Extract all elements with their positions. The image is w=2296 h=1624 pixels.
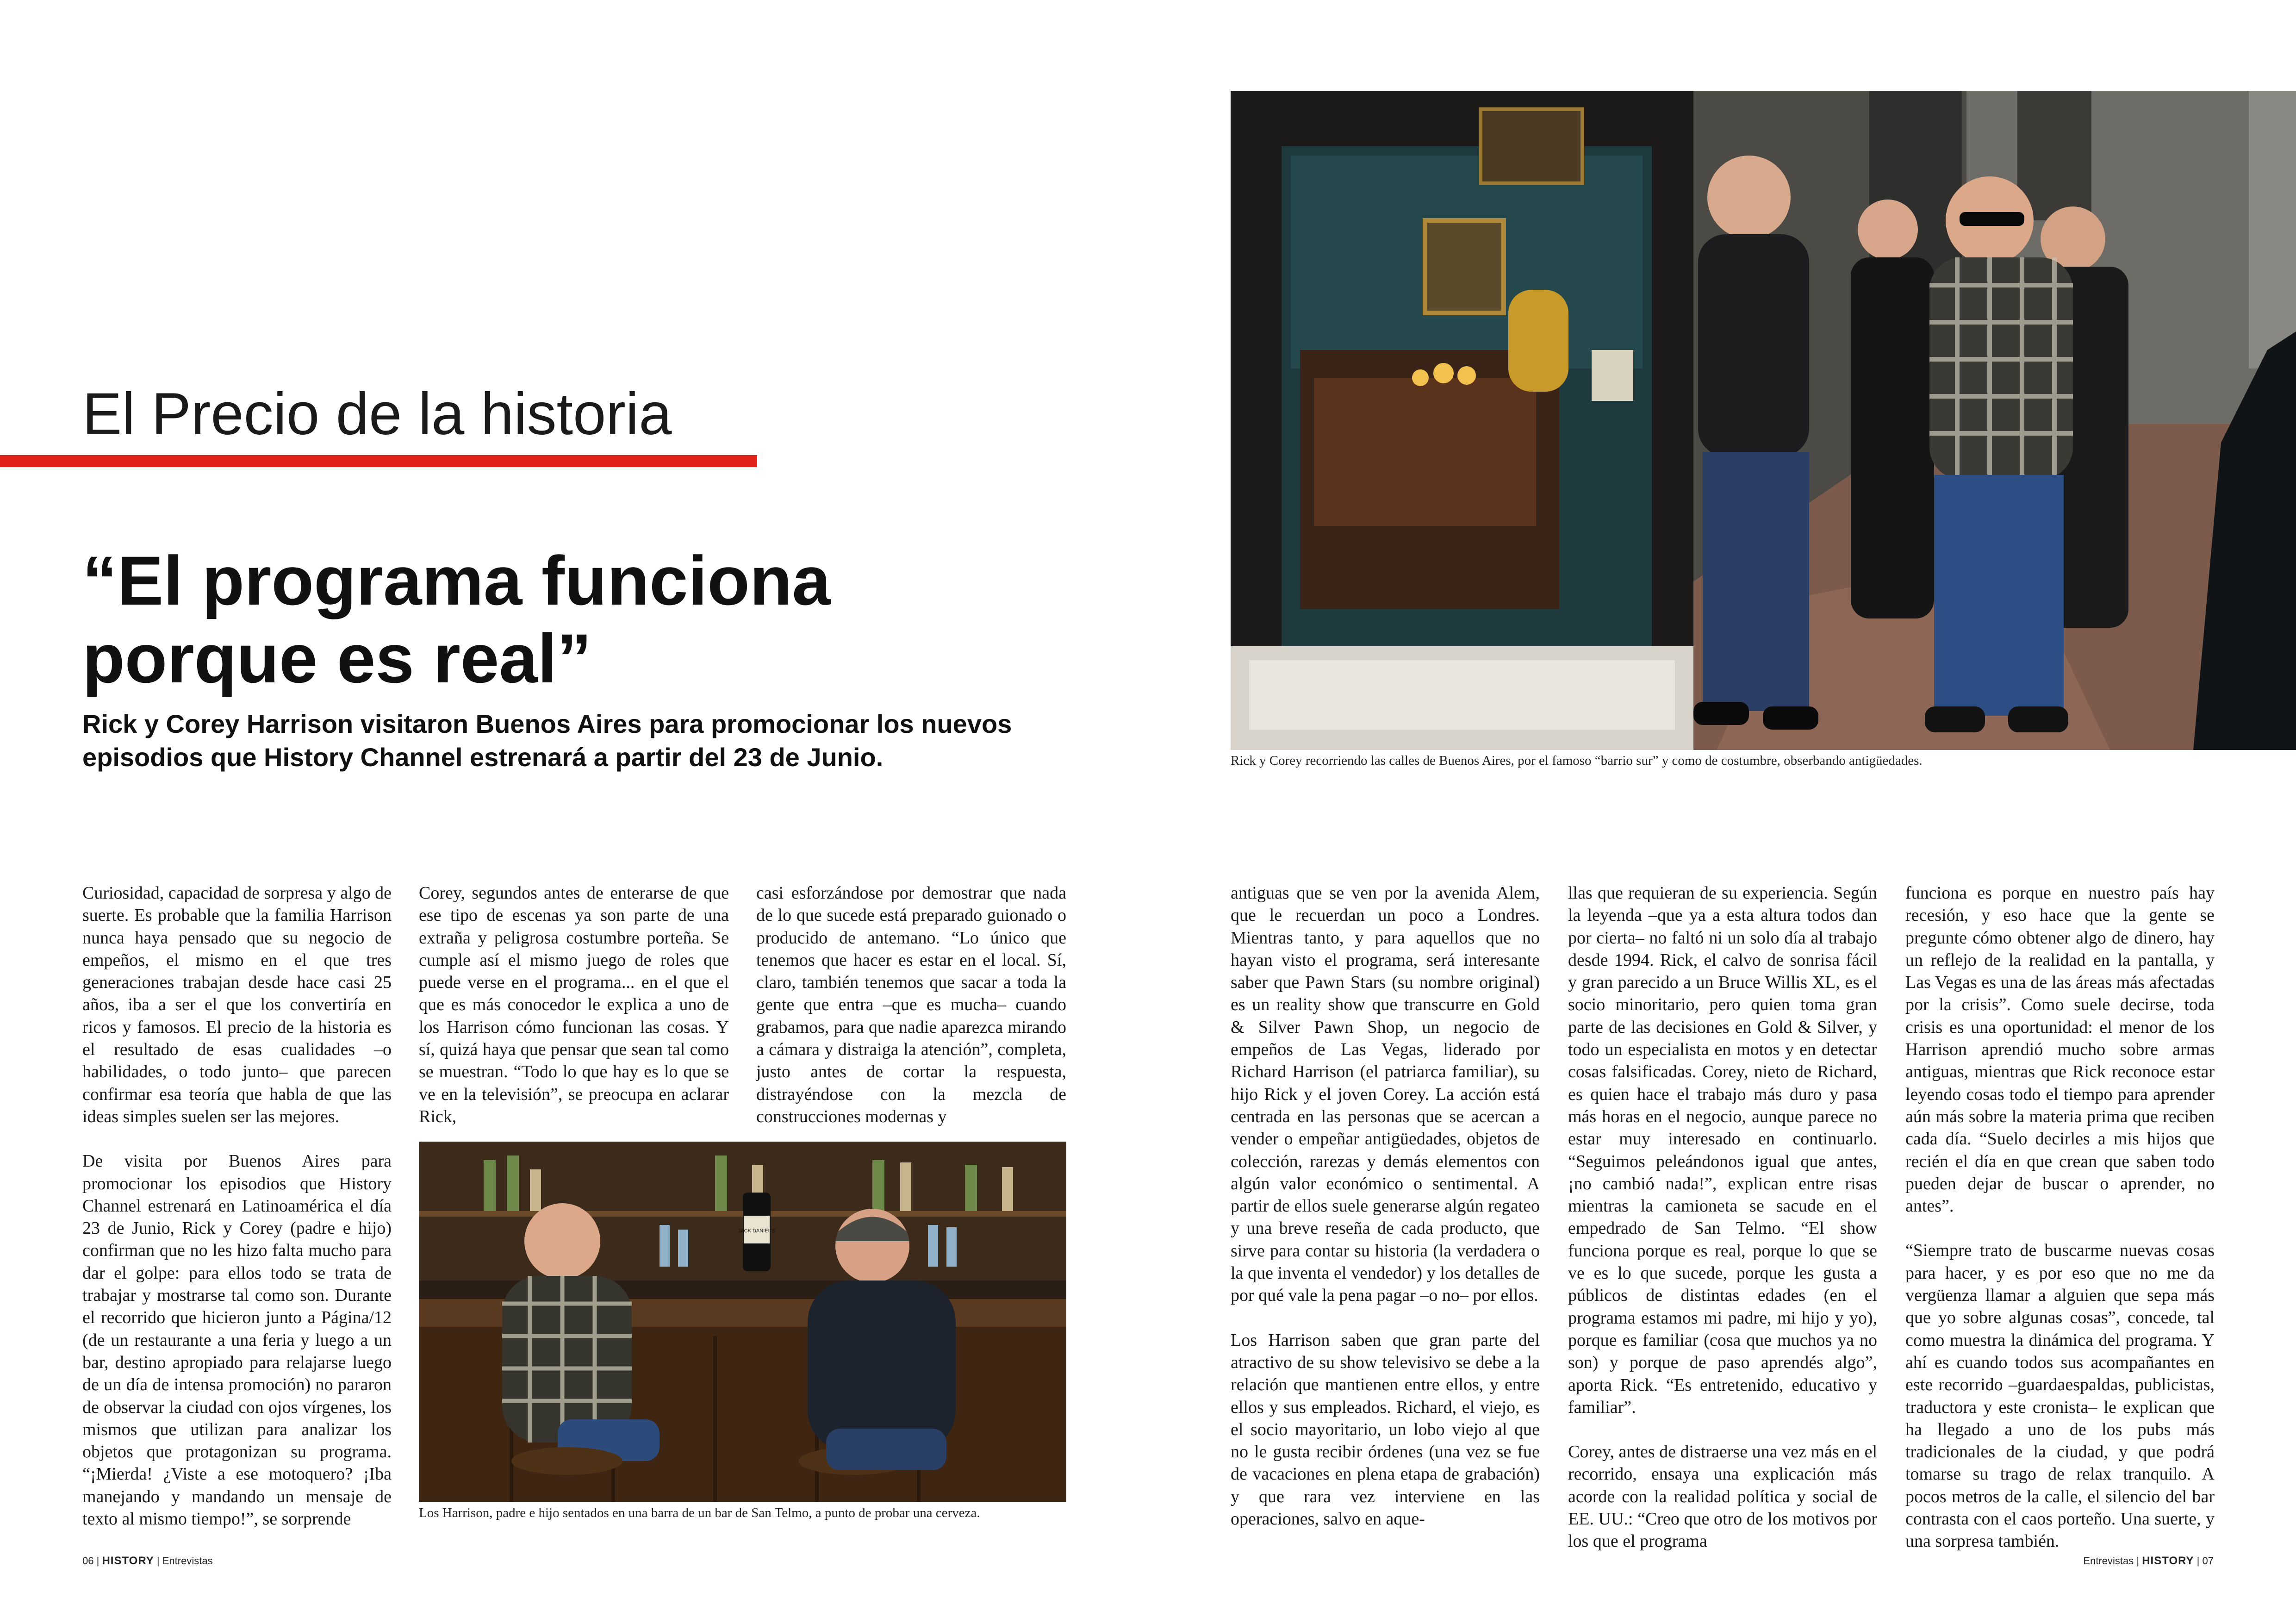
paragraph: funciona es porque en nuestro país hay recesión, y eso hace que la gente se pregunte cómo obtener algo de dinero, hay un reflejo de la realidad en la pantalla, y Las Vegas es una de las áreas más afectadas por la crisis”. Como suele decirse, toda crisis es una oportunidad: el menor de los Harrison aprendió mucho sobre armas antiguas, mientras que Rick reconoce estar leyendo cosas todo el tiempo para aprender aún más sobre la materia prima que reciben cada día. “Suelo decirles a mis hijos que recién el día en que crean que saben todo pueden dejar de buscar o aprender, no antes”.: [1905, 883, 2215, 1216]
page-number: 06: [82, 1555, 94, 1567]
section-name: Entrevistas: [162, 1555, 213, 1567]
street-photo: [1231, 91, 2296, 750]
street-photo-illustration: [1231, 91, 2296, 750]
paragraph: Corey, segundos antes de enterarse de que ese tipo de escenas ya son parte de una extraña y peligrosa costumbre porteña. Se cumple así el mismo juego de roles que puede verse en el programa... en el que el que es más conocedor le explica a uno de los Harrison cómo funcionan las cosas. Y sí, quizá haya que pensar que sean tal como se muestran. “Todo lo que hay es lo que se ve en la televisión”, se preocupa en aclarar Rick,: [419, 883, 729, 1126]
page-number: 07: [2202, 1555, 2214, 1567]
folio-left: 06 | HISTORY | Entrevistas: [82, 1555, 213, 1567]
column-1: [82, 882, 392, 1530]
section-name: Entrevistas: [2083, 1555, 2134, 1567]
paragraph: Corey, antes de distraerse una vez más en el recorrido, ensaya una explicación más acorde con la realidad política y social de EE. UU.: “Creo que otro de los motivos por los que el programa: [1568, 1442, 1877, 1551]
bar-photo-illustration: [419, 1142, 1066, 1502]
paragraph: De visita por Buenos Aires para promocionar los episodios que History Channel estrenará en Latinoamérica el día 23 de Junio, Rick y Corey (padre e hijo) confirman que no les hizo falta mucho para dar el golpe: para ellos todo se trata de trabajar y mostrarse tal como son. Durante el recorrido que hicieron junto a Página/12 (de un restaurante a una feria y luego a un bar, destino apropiado para relajarse luego de un día de intensa promoción) no pararon de observar la ciudad con ojos vírgenes, los mismos que utilizan para analizar los objetos que protagonizan su programa. “¡Mierda! ¿Viste a ese motoquero? ¡Iba manejando y mandando un mensaje de texto al mismo tiempo!”, se sorprende: [82, 1151, 392, 1529]
whiskey-bottle-label: JACK DANIEL'S: [738, 1228, 776, 1234]
headline-line-2: porque es real”: [82, 619, 592, 697]
subheadline: Rick y Corey Harrison visitaron Buenos Aires para promocionar los nuevos episodios que History Channel estrenará a partir del 23 de Junio.: [82, 709, 1012, 772]
column-5: [1568, 882, 1877, 1553]
street-photo-caption: Rick y Corey recorriendo las calles de Buenos Aires, por el famoso “barrio sur” y como de costumbre, obserbando antigüedades.: [1231, 753, 1923, 768]
section-title: El Precio de la historia: [82, 381, 672, 447]
folio-right: Entrevistas | HISTORY | 07: [2083, 1555, 2214, 1567]
column-6: [1905, 882, 2215, 1553]
column-4: [1231, 882, 1540, 1530]
paragraph: Los Harrison saben que gran parte del atractivo de su show televisivo se debe a la relación que mantienen entre ellos, y entre ellos y sus empleados. Richard, el viejo, es el socio mayoritario, un lobo viejo al que no le gusta recibir órdenes (una vez se fue de vacaciones en plena etapa de grabación) y que rara vez interviene en las operaciones, salvo en aque-: [1231, 1330, 1540, 1529]
brand-name: HISTORY: [102, 1555, 154, 1567]
paragraph: antiguas que se ven por la avenida Alem, que le recuerdan un poco a Londres. Mientras tanto, y para aquellos que no hayan visto el programa, será interesante saber que Pawn Stars (su nombre original) es un reality show que transcurre en Gold & Silver Pawn Shop, un negocio de empeños de Las Vegas, liderado por Richard Harrison (el patriarca familiar), su hijo Rick y el joven Corey. La acción está centrada en las personas que se acercan a vender o empeñar antigüedades, objetos de colección, rarezas y demás elementos con algún valor económico o sentimental. A partir de ellos suele generarse algún regateo y una breve reseña de cada producto, que sirve para contar su historia (la verdadera o la que inventa el vendedor) y los detalles de por qué vale la pena pagar –o no– por ellos.: [1231, 883, 1540, 1305]
headline: [82, 542, 1147, 697]
paragraph: llas que requieran de su experiencia. Según la leyenda –que ya a esta altura todos dan por cierta– no faltó ni un solo día al trabajo desde 1994. Rick, el calvo de sonrisa fácil y gran parecido a un Bruce Willis XL, es el socio minoritario, pero quien toma gran parte de las decisiones en Gold & Silver, y todo un especialista en motos y en detectar cosas falsificadas. Corey, nieto de Richard, es quien hace el trabajo más duro y pasa más horas en el negocio, aunque parece no estar muy interesado en continuarlo. “Seguimos peleándonos igual que antes, ¡no cambió nada!”, explican entre risas mientras la camioneta se sacude en el empedrado de San Telmo. “El show funciona porque es real, porque lo que se ve es lo que sucede, porque les gusta a públicos de distintas edades (en el programa estamos mi padre, mi hijo y yo), porque es familiar (cosa que muchos ya no son) y porque de paso aprendés algo”, aporta Rick. “Es entretenido, educativo y familiar”.: [1568, 883, 1877, 1417]
column-3: [756, 882, 1066, 1128]
paragraph: casi esforzándose por demostrar que nada de lo que sucede está preparado guionado o producido de antemano. “Lo único que tenemos que hacer es estar en el local. Sí, claro, también tenemos que sacar a toda la gente que entra –que es mucha– cuando grabamos, para que nadie aparezca mirando a cámara y distraiga la atención”, completa, justo antes de cortar la respuesta, distrayéndose con la mezcla de construcciones modernas y: [756, 883, 1066, 1126]
bar-photo: [419, 1142, 1066, 1502]
headline-line-1: “El programa funciona: [82, 542, 831, 619]
brand-name: HISTORY: [2142, 1555, 2194, 1567]
red-divider: [0, 455, 757, 467]
bar-photo-caption: Los Harrison, padre e hijo sentados en una barra de un bar de San Telmo, a punto de probar una cerveza.: [419, 1505, 980, 1520]
paragraph: Curiosidad, capacidad de sorpresa y algo de suerte. Es probable que la familia Harrison nunca haya pensado que su negocio de empeños, el mismo en el que tres generaciones trabajan desde hace casi 25 años, iba a ser el que los convertiría en ricos y famosos. El precio de la historia es el resultado de esas cualidades –o habilidades, o todo junto– que parecen confirmar esa teoría que habla de que las ideas simples suelen ser las mejores.: [82, 883, 392, 1126]
paragraph: “Siempre trato de buscarme nuevas cosas para hacer, y es por eso que no me da vergüenza llamar a alguien que sepa más que yo sobre algunas cosas”, concede, tal como muestra la dinámica del programa. Y ahí es cuando todos sus acompañantes en este recorrido –guardaespaldas, publicistas, traductora y este cronista– le explican que ha llegado a uno de los pubs más tradicionales de la ciudad, y que podrá tomarse su trago de relax tranquilo. A pocos metros de la calle, el silencio del bar contrasta con el caos porteño. Una suerte, y una sorpresa también.: [1905, 1241, 2215, 1551]
column-2: [419, 882, 729, 1128]
